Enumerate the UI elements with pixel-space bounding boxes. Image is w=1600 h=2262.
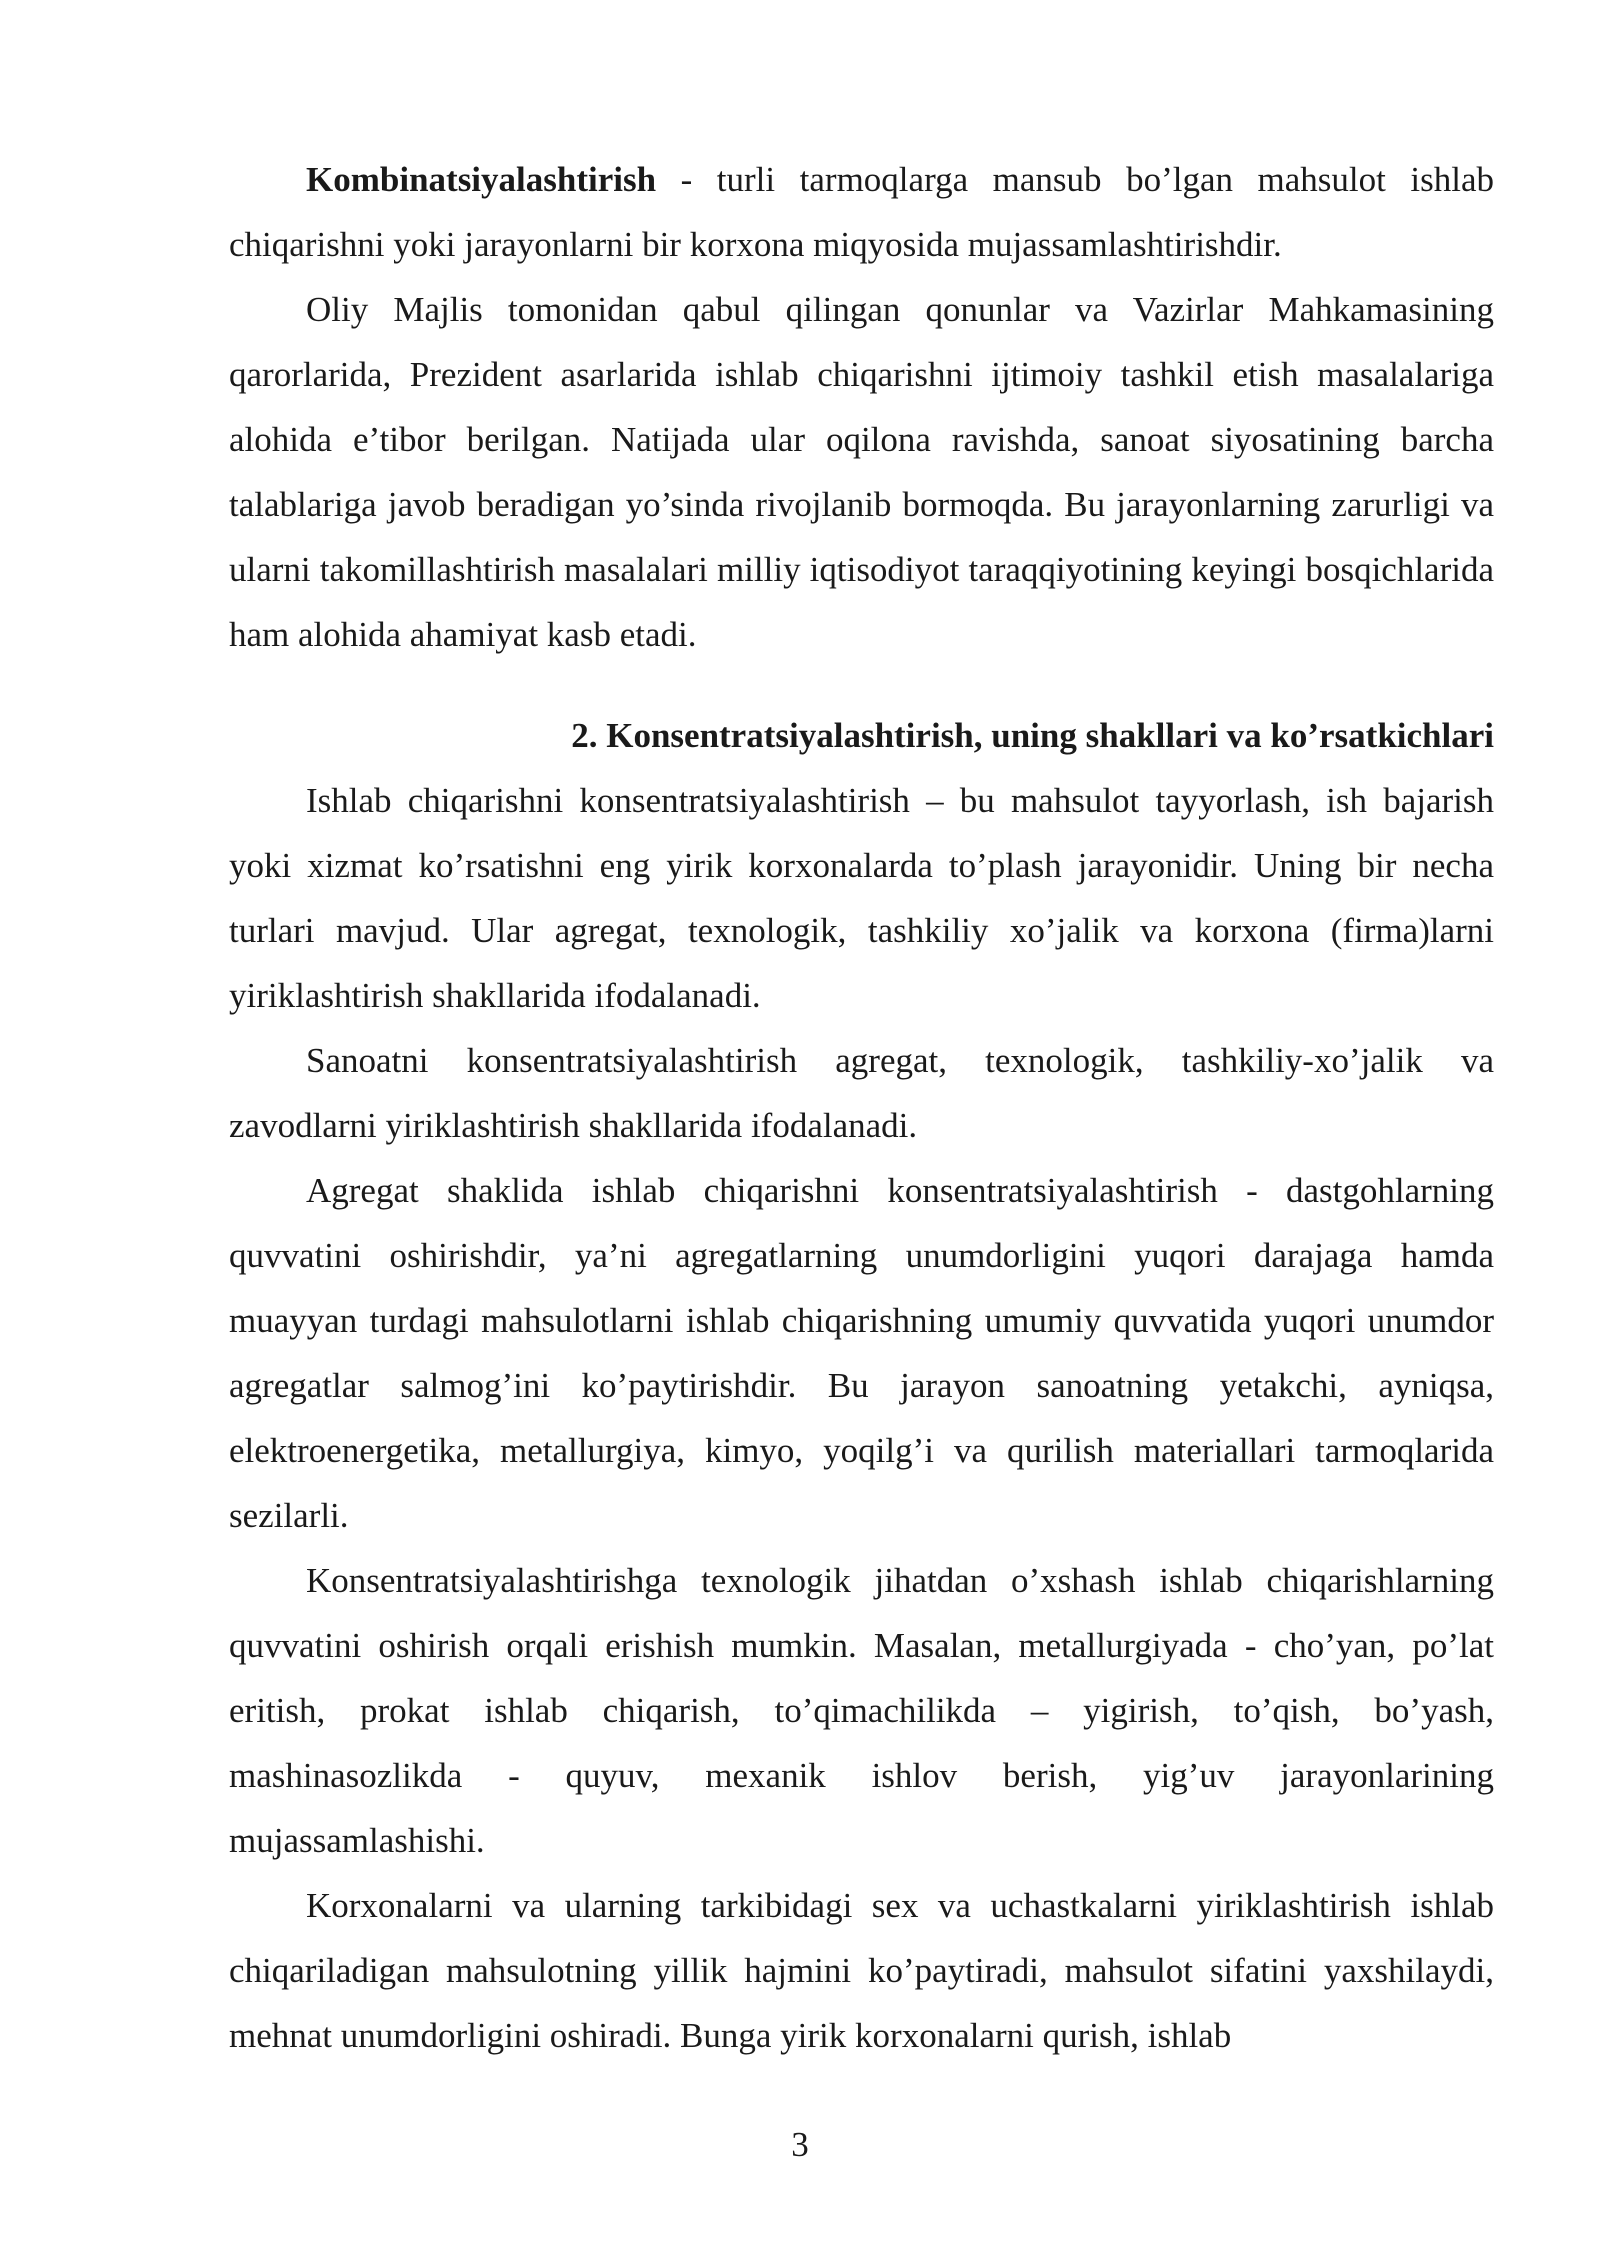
section-heading: 2. Konsentratsiyalashtirish, uning shakllari va ko’rsatkichlari	[571, 716, 1494, 755]
paragraph-agregat-shaklida	[229, 1158, 1494, 1548]
paragraph-text: Korxonalarni va ularning tarkibidagi sex va uchastkalarni yiriklashtirish ishlab chiqariladigan mahsulotning yillik hajmini ko’paytiradi, mahsulot sifatini yaxshilaydi, mehnat unumdorligini oshiradi. Bunga yirik korxonalarni qurish, ishlab	[229, 1886, 1494, 2055]
paragraph-text: Agregat shaklida ishlab chiqarishni konsentratsiyalashtirish - dastgohlarning quvvatini oshirishdir, ya’ni agregatlarning unumdorligini yuqori darajaga hamda muayyan turdagi mahsulotlarni ishlab chiqarishning umumiy quvvatida yuqori unumdor agregatlar salmog’ini ko’paytirishdir. Bu jarayon sanoatning yetakchi, ayniqsa, elektroenergetika, metallurgiya, kimyo, yoqilg’i va qurilish materiallari tarmoqlarida sezilarli.	[229, 1171, 1494, 1535]
paragraph-ishlab-chiqarishni	[229, 768, 1494, 1028]
page-number: 3	[791, 2125, 809, 2164]
paragraph-korxonalarni	[229, 1873, 1494, 2068]
paragraph-texnologik-jihatdan	[229, 1548, 1494, 1873]
paragraph-text: Ishlab chiqarishni konsentratsiyalashtirish – bu mahsulot tayyorlash, ish bajarish yoki xizmat ko’rsatishni eng yirik korxonalarda to’plash jarayonidir. Uning bir necha turlari mavjud. Ular agregat, texnologik, tashkiliy xo’jalik va korxona (firma)larni yiriklashtirish shakllarida ifodalanadi.	[229, 781, 1494, 1015]
paragraph-text: Konsentratsiyalashtirishga texnologik jihatdan o’xshash ishlab chiqarishlarning quvvatini oshirish orqali erishish mumkin. Masalan, metallurgiyada - cho’yan, po’lat eritish, prokat ishlab chiqarish, to’qimachilikda – yigirish, to’qish, bo’yash, mashinasozlikda - quyuv, mexanik ishlov berish, yig’uv jarayonlarining mujassamlashishi.	[229, 1561, 1494, 1860]
bold-term: Kombinatsiyalashtirish	[306, 160, 657, 199]
paragraph-text: Oliy Majlis tomonidan qabul qilingan qonunlar va Vazirlar Mahkamasining qarorlarida, Prezident asarlarida ishlab chiqarishni ijtimoiy tashkil etish masalalariga alohida e’tibor berilgan. Natijada ular oqilona ravishda, sanoat siyosatining barcha talablariga javob beradigan yo’sinda rivojlanib bormoqda. Bu jarayonlarning zarurligi va ularni takomillashtirish masalalari milliy iqtisodiyot taraqqiyotining keyingi bosqichlarida ham alohida ahamiyat kasb etadi.	[229, 290, 1494, 654]
paragraph-text: Sanoatni konsentratsiyalashtirish agregat, texnologik, tashkiliy-xo’jalik va zavodlarni yiriklashtirish shakllarida ifodalanadi.	[229, 1041, 1494, 1145]
page-body	[229, 147, 1494, 2068]
paragraph-oliy-majlis	[229, 277, 1494, 667]
paragraph-kombinatsiyalashtirish	[229, 147, 1494, 277]
paragraph-text: - turli tarmoqlarga mansub bo’lgan mahsulot ishlab chiqarishni yoki jarayonlarni bir korxona miqyosida mujassamlashtirishdir.	[229, 160, 1494, 264]
paragraph-sanoatni	[229, 1028, 1494, 1158]
